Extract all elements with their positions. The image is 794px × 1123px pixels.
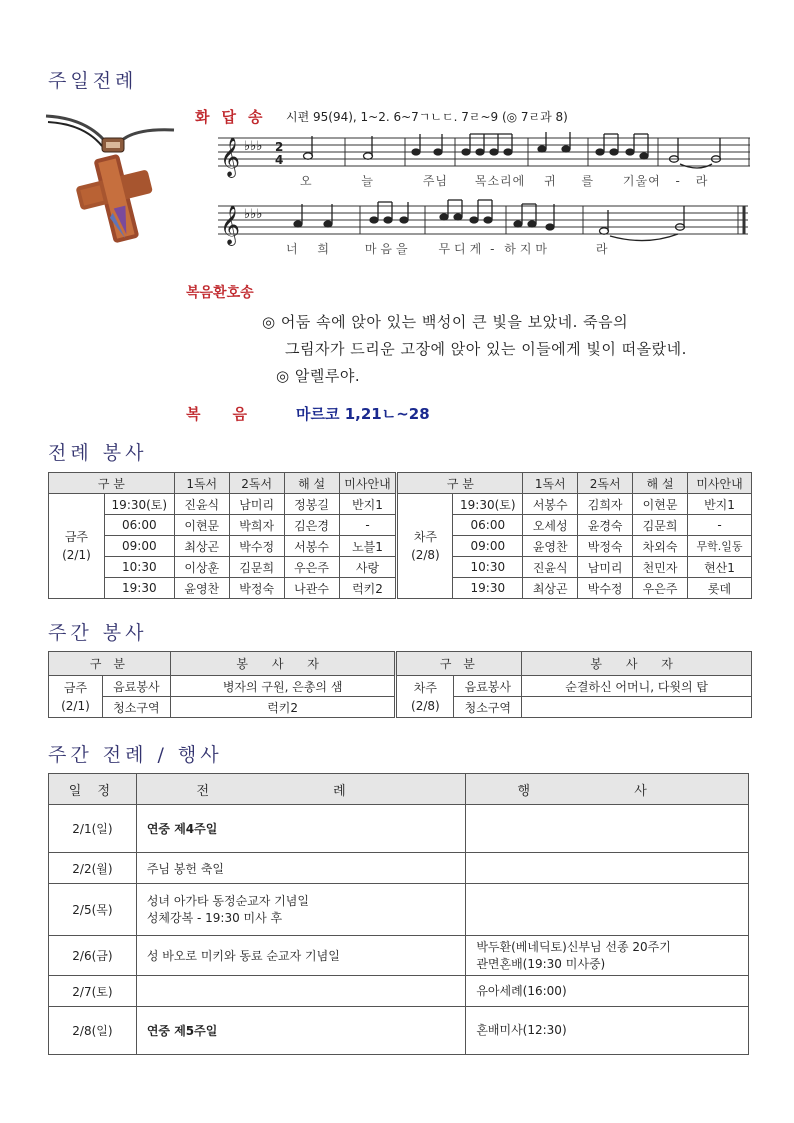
header-cell: 2독서 [578, 473, 633, 494]
lyric: 희 [317, 242, 331, 256]
lyric: - [490, 242, 496, 256]
cell: 사랑 [339, 557, 397, 578]
cell: 10:30 [453, 557, 523, 578]
cell: 19:30 [104, 578, 174, 599]
cell: 우은주 [284, 557, 339, 578]
cell: 19:30(토) [104, 494, 174, 515]
header-cell: 구 분 [49, 652, 171, 676]
cell: 서봉수 [284, 536, 339, 557]
header-cell: 구 분 [397, 473, 523, 494]
cell: 이상훈 [174, 557, 229, 578]
cell: 박수정 [229, 536, 284, 557]
week-label: 차주 [413, 530, 437, 544]
cell: 윤영찬 [174, 578, 229, 599]
header-cell: 행 사 [466, 774, 749, 805]
cell: 윤경숙 [578, 515, 633, 536]
lyric: 기울여 [622, 174, 661, 188]
cell: 반지1 [688, 494, 752, 515]
event-cell [466, 805, 749, 853]
cell: 10:30 [104, 557, 174, 578]
cell: 19:30 [453, 578, 523, 599]
gospel-reference: 마르코 1,21ㄴ~28 [296, 405, 430, 423]
cell: 박희자 [229, 515, 284, 536]
svg-text:4: 4 [275, 153, 284, 167]
cell: 서봉수 [523, 494, 578, 515]
cell: 차외숙 [633, 536, 688, 557]
header-cell: 1독서 [523, 473, 578, 494]
header-cell: 봉 사 자 [170, 652, 396, 676]
weekly-events-table [48, 773, 749, 1055]
lyric: 를 [581, 174, 595, 188]
lyric: 라 [595, 242, 609, 256]
header-cell: 구 분 [49, 473, 175, 494]
week-date: (2/8) [411, 698, 440, 713]
event-cell [466, 884, 749, 936]
cell: 09:00 [104, 536, 174, 557]
svg-text:𝄞: 𝄞 [220, 137, 241, 177]
cell: 럭키2 [170, 697, 396, 718]
cell: 이현문 [174, 515, 229, 536]
cell: 06:00 [104, 515, 174, 536]
cell: 오세성 [523, 515, 578, 536]
week-label: 금주 [64, 530, 89, 544]
week-label: 금주 [63, 680, 88, 695]
section-title-weekly-service: 주간 봉사 [48, 622, 148, 644]
cell: 노블1 [339, 536, 397, 557]
lyric: 늘 [361, 174, 375, 188]
date-cell: 2/7(토) [49, 976, 137, 1007]
table-row [49, 853, 749, 884]
cell: 최상곤 [523, 578, 578, 599]
liturgy-service-table [48, 472, 752, 599]
header-cell: 전 례 [136, 774, 465, 805]
lyric: 하지마 [504, 242, 552, 256]
cell: 남미리 [578, 557, 633, 578]
table-header-row [49, 473, 752, 494]
header-cell: 미사안내 [339, 473, 397, 494]
cell: 음료봉사 [454, 676, 522, 697]
week-label: 차주 [413, 680, 437, 695]
cell: 반지1 [339, 494, 397, 515]
liturgy-cell: 주님 봉헌 축일 [136, 853, 465, 884]
acclamation-line-3: ◎ 알렐루야. [276, 367, 361, 385]
lyric: 무디게 [438, 242, 486, 256]
svg-text:♭♭♭: ♭♭♭ [244, 139, 263, 154]
cell: 박수정 [578, 578, 633, 599]
liturgy-text: 성체강복 - 19:30 미사 후 [146, 910, 283, 925]
section-title-liturgy-service: 전례 봉사 [48, 442, 148, 464]
cell: 음료봉사 [102, 676, 170, 697]
cell: - [339, 515, 397, 536]
cell: 윤영찬 [523, 536, 578, 557]
header-cell: 2독서 [229, 473, 284, 494]
week-date: (2/1) [61, 698, 90, 713]
event-cell: 유아세례(16:00) [466, 976, 749, 1007]
lyric: 오 [300, 174, 313, 188]
cell: 병자의 구원, 은총의 샘 [170, 676, 396, 697]
cell: 박정숙 [229, 578, 284, 599]
liturgy-cell: 연중 제5주일 [136, 1007, 465, 1055]
acclamation-label: 복음환호송 [186, 285, 254, 301]
cell: 청소구역 [454, 697, 522, 718]
week-label-cell [49, 494, 105, 599]
event-cell [466, 936, 749, 976]
date-cell: 2/5(목) [49, 884, 137, 936]
liturgy-cell [136, 884, 465, 936]
event-text: 박두환(베네딕토)신부님 선종 20주기 [476, 939, 671, 954]
week-date: (2/1) [62, 548, 91, 562]
acclamation-line-1: ◎ 어둠 속에 앉아 있는 백성이 큰 빛을 보았네. 죽음의 [262, 313, 629, 331]
week-label-cell [397, 494, 453, 599]
cell: 최상곤 [174, 536, 229, 557]
table-row [49, 884, 749, 936]
date-cell: 2/2(월) [49, 853, 137, 884]
header-cell: 봉 사 자 [522, 652, 752, 676]
liturgy-cell [136, 976, 465, 1007]
cell: 19:30(토) [453, 494, 523, 515]
header-cell: 해 설 [284, 473, 339, 494]
cell: 09:00 [453, 536, 523, 557]
cell: 김은경 [284, 515, 339, 536]
cell: 럭키2 [339, 578, 397, 599]
cell: 롯데 [688, 578, 752, 599]
table-row [49, 1007, 749, 1055]
psalm-lyrics-1 [300, 172, 708, 189]
weekly-service-table [48, 651, 752, 718]
table-row [49, 494, 752, 515]
liturgy-cell: 연중 제4주일 [136, 805, 465, 853]
lyric: 라 [695, 174, 709, 188]
liturgy-cell: 성 바오로 미키와 동료 순교자 기념일 [136, 936, 465, 976]
cell [522, 697, 752, 718]
cell: - [688, 515, 752, 536]
cell: 나관수 [284, 578, 339, 599]
lyric: 너 [286, 242, 299, 256]
date-cell: 2/8(일) [49, 1007, 137, 1055]
cell: 남미리 [229, 494, 284, 515]
cell: 현산1 [688, 557, 752, 578]
date-cell: 2/1(일) [49, 805, 137, 853]
cell: 이현문 [633, 494, 688, 515]
svg-text:2: 2 [275, 140, 284, 154]
week-date: (2/8) [411, 548, 440, 562]
table-row [49, 676, 752, 697]
cell: 순결하신 어머니, 다윗의 탑 [522, 676, 752, 697]
cell: 06:00 [453, 515, 523, 536]
table-row [49, 805, 749, 853]
cell: 박정숙 [578, 536, 633, 557]
psalm-reference: 시편 95(94), 1~2. 6~7ㄱㄴㄷ. 7ㄹ~9 (◎ 7ㄹ과 8) [286, 110, 568, 124]
lyric: 귀 [544, 174, 557, 188]
cell: 진윤식 [174, 494, 229, 515]
svg-text:𝄞: 𝄞 [220, 205, 241, 245]
week-label-cell [49, 676, 103, 718]
header-cell: 미사안내 [688, 473, 752, 494]
lyric: 주님 [422, 174, 449, 188]
header-cell: 구 분 [396, 652, 522, 676]
lyric: 목소리에 [474, 174, 526, 188]
acclamation-line-2: 그림자가 드리운 고장에 앉아 있는 이들에게 빛이 떠올랐네. [285, 340, 687, 358]
cell: 천민자 [633, 557, 688, 578]
cross-pendant-image [44, 108, 176, 248]
cell: 김문희 [633, 515, 688, 536]
table-row [49, 976, 749, 1007]
svg-text:♭♭♭: ♭♭♭ [244, 207, 263, 222]
week-label-cell [396, 676, 454, 718]
cell: 김희자 [578, 494, 633, 515]
cell: 우은주 [633, 578, 688, 599]
table-header-row [49, 652, 752, 676]
table-row [49, 936, 749, 976]
event-cell [466, 853, 749, 884]
event-text: 관면혼배(19:30 미사중) [476, 956, 606, 971]
cell: 진윤식 [523, 557, 578, 578]
event-cell: 혼배미사(12:30) [466, 1007, 749, 1055]
psalm-label: 화답송 [195, 108, 275, 126]
date-cell: 2/6(금) [49, 936, 137, 976]
header-cell: 1독서 [174, 473, 229, 494]
cell: 무학.일동 [688, 536, 752, 557]
section-title-weekly-events: 주간 전례 / 행사 [48, 744, 223, 766]
psalm-lyrics-2 [286, 240, 608, 257]
lyric: 마음을 [364, 242, 412, 256]
cell: 청소구역 [102, 697, 170, 718]
lyric: - [675, 174, 681, 188]
header-cell: 해 설 [633, 473, 688, 494]
cell: 김문희 [229, 557, 284, 578]
header-cell: 일 정 [49, 774, 137, 805]
liturgy-text: 성녀 아가타 동정순교자 기념일 [146, 893, 309, 908]
cell: 정봉길 [284, 494, 339, 515]
section-title-sunday-liturgy: 주일전례 [48, 70, 138, 92]
gospel-label: 복음 [186, 405, 279, 423]
table-header-row [49, 774, 749, 805]
